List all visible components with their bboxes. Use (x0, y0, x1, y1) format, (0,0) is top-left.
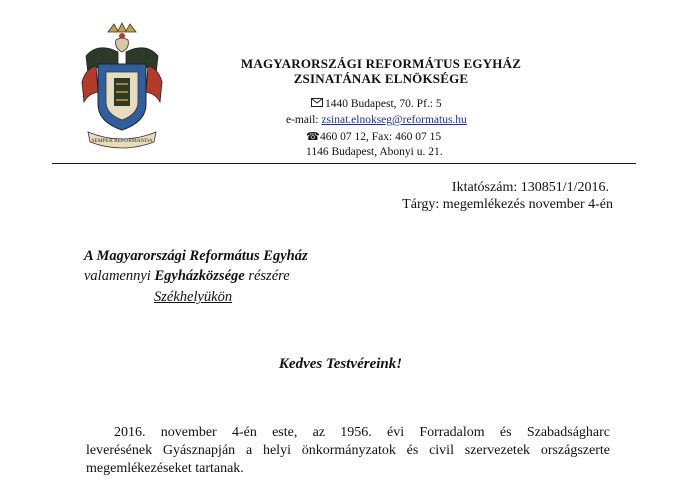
subject-line: Tárgy: megemlékezés november 4-én (402, 197, 613, 212)
envelope-icon (311, 98, 325, 110)
body-line-3: megemlékezéseket tartanak. (86, 461, 244, 476)
telephone-icon: ☎ (306, 131, 320, 143)
email-line (286, 114, 467, 126)
addressee-line-1: A Magyarországi Református Egyház (84, 248, 308, 264)
phone-fax: 460 07 12, Fax: 460 07 15 (320, 131, 442, 143)
phone-line (306, 130, 441, 143)
street-address: 1146 Budapest, Abonyi u. 21. (306, 146, 443, 158)
addressee-location: Székhelyükön (154, 289, 233, 305)
organization-subname: ZSINATÁNAK ELNÖKSÉGE (293, 71, 469, 86)
addressee-line-2 (84, 268, 290, 285)
mail-address: 1440 Budapest, 70. Pf.: 5 (325, 98, 442, 110)
email-label: e-mail: (286, 114, 319, 126)
email-link[interactable]: zsinat.elnokseg@reformatus.hu (321, 114, 467, 126)
body-line-2: leverésének Gyásznapján a helyi önkormányzatok és civil szervezetek országszerte (86, 443, 610, 458)
organization-name: MAGYARORSZÁGI REFORMÁTUS EGYHÁZ (240, 56, 522, 71)
header-divider (52, 163, 636, 164)
addressee-line-2-suffix: részére (244, 268, 290, 284)
greeting: Kedves Testvéreink! (278, 356, 403, 372)
registration-number: Iktatószám: 130851/1/2016. (451, 180, 609, 195)
body-line-1: 2016. november 4-én este, az 1956. évi Forradalom és Szabadságharc (114, 425, 610, 440)
crest-motto: SEMPER REFORMANDA (91, 138, 153, 144)
mail-line (311, 98, 442, 110)
addressee-line-2-prefix: valamennyi (84, 268, 155, 284)
church-crest-icon (78, 22, 166, 150)
addressee-line-2-bold: Egyházközsége (154, 268, 245, 284)
